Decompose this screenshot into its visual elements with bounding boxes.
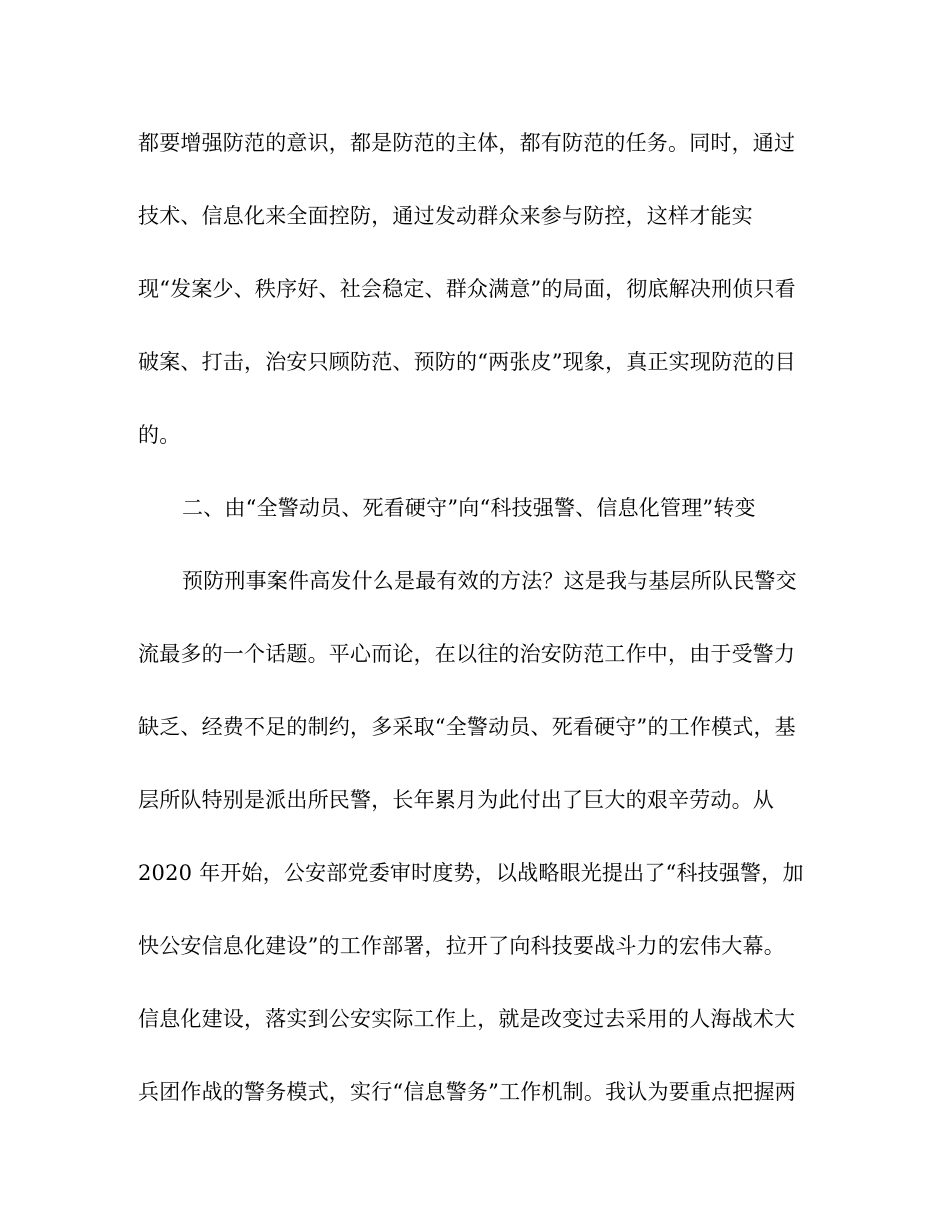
paragraph-2-line-3: 缺乏、经费不足的制约，多采取“全警动员、死看硬守”的工作模式，基 (138, 715, 796, 739)
paragraph-1-line-4: 破案、打击，治安只顾防范、预防的“两张皮”现象，真正实现防范的目 (138, 350, 796, 374)
paragraph-1-line-1: 都要增强防范的意识，都是防范的主体，都有防范的任务。同时，通过 (138, 131, 796, 155)
paragraph-2-line-4: 层所队特别是派出所民警，长年累月为此付出了巨大的艰辛劳动。从 (138, 788, 774, 812)
paragraph-2-line-8: 兵团作战的警务模式，实行“信息警务”工作机制。我认为要重点把握两 (138, 1080, 796, 1104)
paragraph-1-line-3: 现“发案少、秩序好、社会稳定、群众满意”的局面，彻底解决刑侦只看 (138, 277, 796, 301)
paragraph-2-line-5: 2020 年开始，公安部党委审时度势，以战略眼光提出了“科技强警，加 (138, 861, 804, 885)
paragraph-2-line-7: 信息化建设，落实到公安实际工作上，就是改变过去采用的人海战术大 (138, 1007, 796, 1031)
paragraph-1-line-5: 的。 (138, 423, 181, 447)
paragraph-2-line-6: 快公安信息化建设”的工作部署，拉开了向科技要战斗力的宏伟大幕。 (138, 934, 785, 958)
paragraph-2-line-2: 流最多的一个话题。平心而论，在以往的治安防范工作中，由于受警力 (138, 642, 796, 666)
paragraph-1-line-2: 技术、信息化来全面控防，通过发动群众来参与防控，这样才能实 (138, 204, 753, 228)
section-heading-2: 二、由“全警动员、死看硬守”向“科技强警、信息化管理”转变 (182, 496, 756, 520)
paragraph-2-line-1: 预防刑事案件高发什么是最有效的方法？这是我与基层所队民警交 (182, 569, 797, 593)
